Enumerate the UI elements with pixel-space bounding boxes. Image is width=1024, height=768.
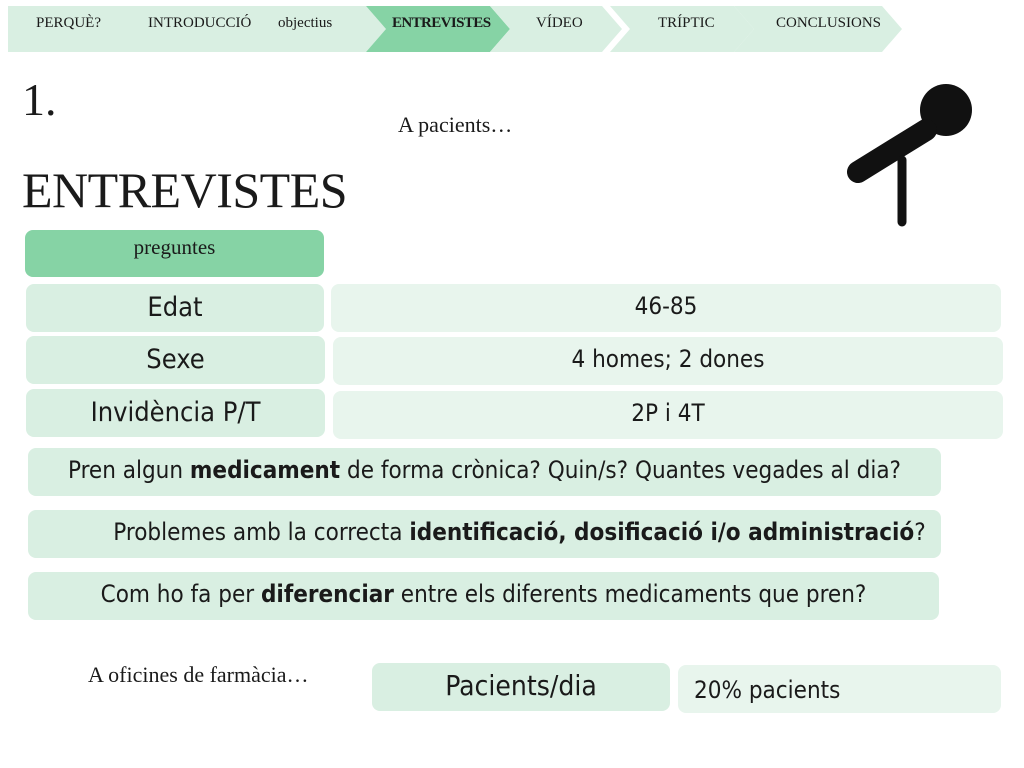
question-text: Problemes amb la correcta xyxy=(113,518,410,546)
tab-perque-label: PERQUÈ? xyxy=(36,15,101,31)
page-title: ENTREVISTES xyxy=(22,162,348,218)
tab-conclusions-label: CONCLUSIONS xyxy=(776,15,882,31)
tab-entrevistes-label: ENTREVISTES xyxy=(392,15,491,31)
question-text: Pren algun xyxy=(67,456,190,484)
pharmacy-value: 20% pacients xyxy=(678,665,1001,713)
patients-intro: A pacients… xyxy=(398,112,513,137)
tab-objectius-label: objectius xyxy=(278,15,333,31)
fact-value-age: 46-85 xyxy=(331,284,1001,332)
question-differentiate xyxy=(28,572,939,620)
fact-label-blindness: Invidència P/T xyxy=(26,389,325,437)
question-problems xyxy=(28,510,941,558)
fact-value-sex: 4 homes; 2 dones xyxy=(333,337,1003,385)
fact-label-age: Edat xyxy=(26,284,324,332)
question-text: Com ho fa per xyxy=(100,580,261,608)
microphone-icon xyxy=(838,80,978,235)
question-keyword: diferenciar xyxy=(260,580,394,608)
question-text: de forma crònica? Quin/s? Quantes vegades al dia? xyxy=(340,456,902,484)
fact-value-blindness: 2P i 4T xyxy=(333,391,1003,439)
fact-label-sex: Sexe xyxy=(26,336,325,384)
tab-introduccio-label: INTRODUCCIÓ xyxy=(148,15,252,31)
pharmacies-intro: A oficines de farmàcia… xyxy=(88,662,309,687)
question-text: entre els diferents medicaments que pren? xyxy=(393,580,867,608)
question-text: ? xyxy=(914,518,926,546)
pharmacy-label: Pacients/dia xyxy=(372,663,670,711)
questions-header: preguntes xyxy=(25,230,324,277)
question-keyword: identificació, dosificació i/o administració xyxy=(409,518,915,546)
tab-video-label: VÍDEO xyxy=(536,15,583,31)
tab-triptic-label: TRÍPTIC xyxy=(658,15,715,31)
question-keyword: medicament xyxy=(189,456,341,484)
section-nav xyxy=(8,6,908,52)
slide-number: 1. xyxy=(22,74,57,125)
question-medication xyxy=(28,448,941,496)
